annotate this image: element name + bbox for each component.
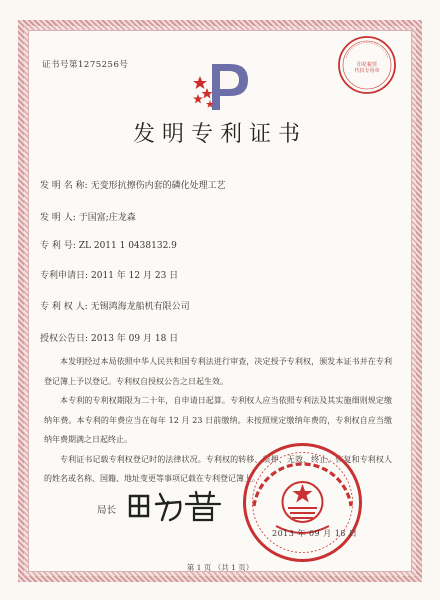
field-value: 于国富;庄龙森 xyxy=(78,213,136,223)
field-application-date xyxy=(40,268,178,281)
certificate-number-value: 1275256 xyxy=(78,60,120,70)
certificate-title: 发明专利证书 xyxy=(132,122,307,147)
field-label: 发 明 人: xyxy=(40,213,76,223)
official-seal-icon xyxy=(240,440,365,565)
field-label: 专 利 号: xyxy=(40,241,76,251)
stamp-line: 代扣专用章 xyxy=(354,68,380,75)
field-value: 2011 年 12 月 23 日 xyxy=(91,271,179,281)
certificate-number xyxy=(42,58,128,70)
stamp-duty-text xyxy=(351,62,383,75)
field-patent-number xyxy=(40,238,177,251)
field-value: 无变形抗擦伤内套的磷化处理工艺 xyxy=(90,181,226,191)
certificate-number-label: 证书号第 xyxy=(42,60,79,70)
field-value: 无锡鸿海龙船机有限公司 xyxy=(90,302,190,312)
field-label: 授权公告日: xyxy=(40,334,89,344)
field-invention-name xyxy=(40,178,226,191)
patent-office-logo xyxy=(190,58,254,112)
field-label: 专 利 权 人: xyxy=(40,302,88,312)
director-label: 局长 xyxy=(97,505,117,516)
field-grant-date xyxy=(40,331,178,344)
body-paragraph: 本专利的专利权期限为二十年，自申请日起算。专利权人应当依照专利法及其实施细则规定缴纳年费。本专利的年费应当在每年 12 月 23 日前缴纳。未按照规定缴纳年费的，专利权自应当缴纳年费期满之日起终止。 xyxy=(44,396,392,444)
seal-date: 2013 年 09 月 18 日 xyxy=(272,529,358,538)
page-footer: 第 1 页 （共 1 页） xyxy=(186,563,254,572)
field-patentee xyxy=(40,299,190,312)
field-value: 2013 年 09 月 18 日 xyxy=(91,334,179,344)
director-signature xyxy=(124,486,234,526)
field-label: 专利申请日: xyxy=(40,271,89,281)
stamp-line: 印花税票 xyxy=(356,62,377,68)
field-inventors xyxy=(40,210,136,223)
field-label: 发 明 名 称: xyxy=(40,181,88,191)
body-paragraph: 专利证书记载专利权登记时的法律状况。专利权的转移、质押、无效、终止、恢复和专利权人的姓名或名称、国籍、地址变更等事项记载在专利登记簿上。 xyxy=(44,454,392,483)
certificate-number-suffix: 号 xyxy=(119,60,129,70)
field-value: ZL 2011 1 0438132.9 xyxy=(78,241,177,251)
body-paragraph: 本发明经过本局依照中华人民共和国专利法进行审查，决定授予专利权，颁发本证书并在专利登记簿上予以登记。专利权自授权公告之日起生效。 xyxy=(44,357,392,386)
